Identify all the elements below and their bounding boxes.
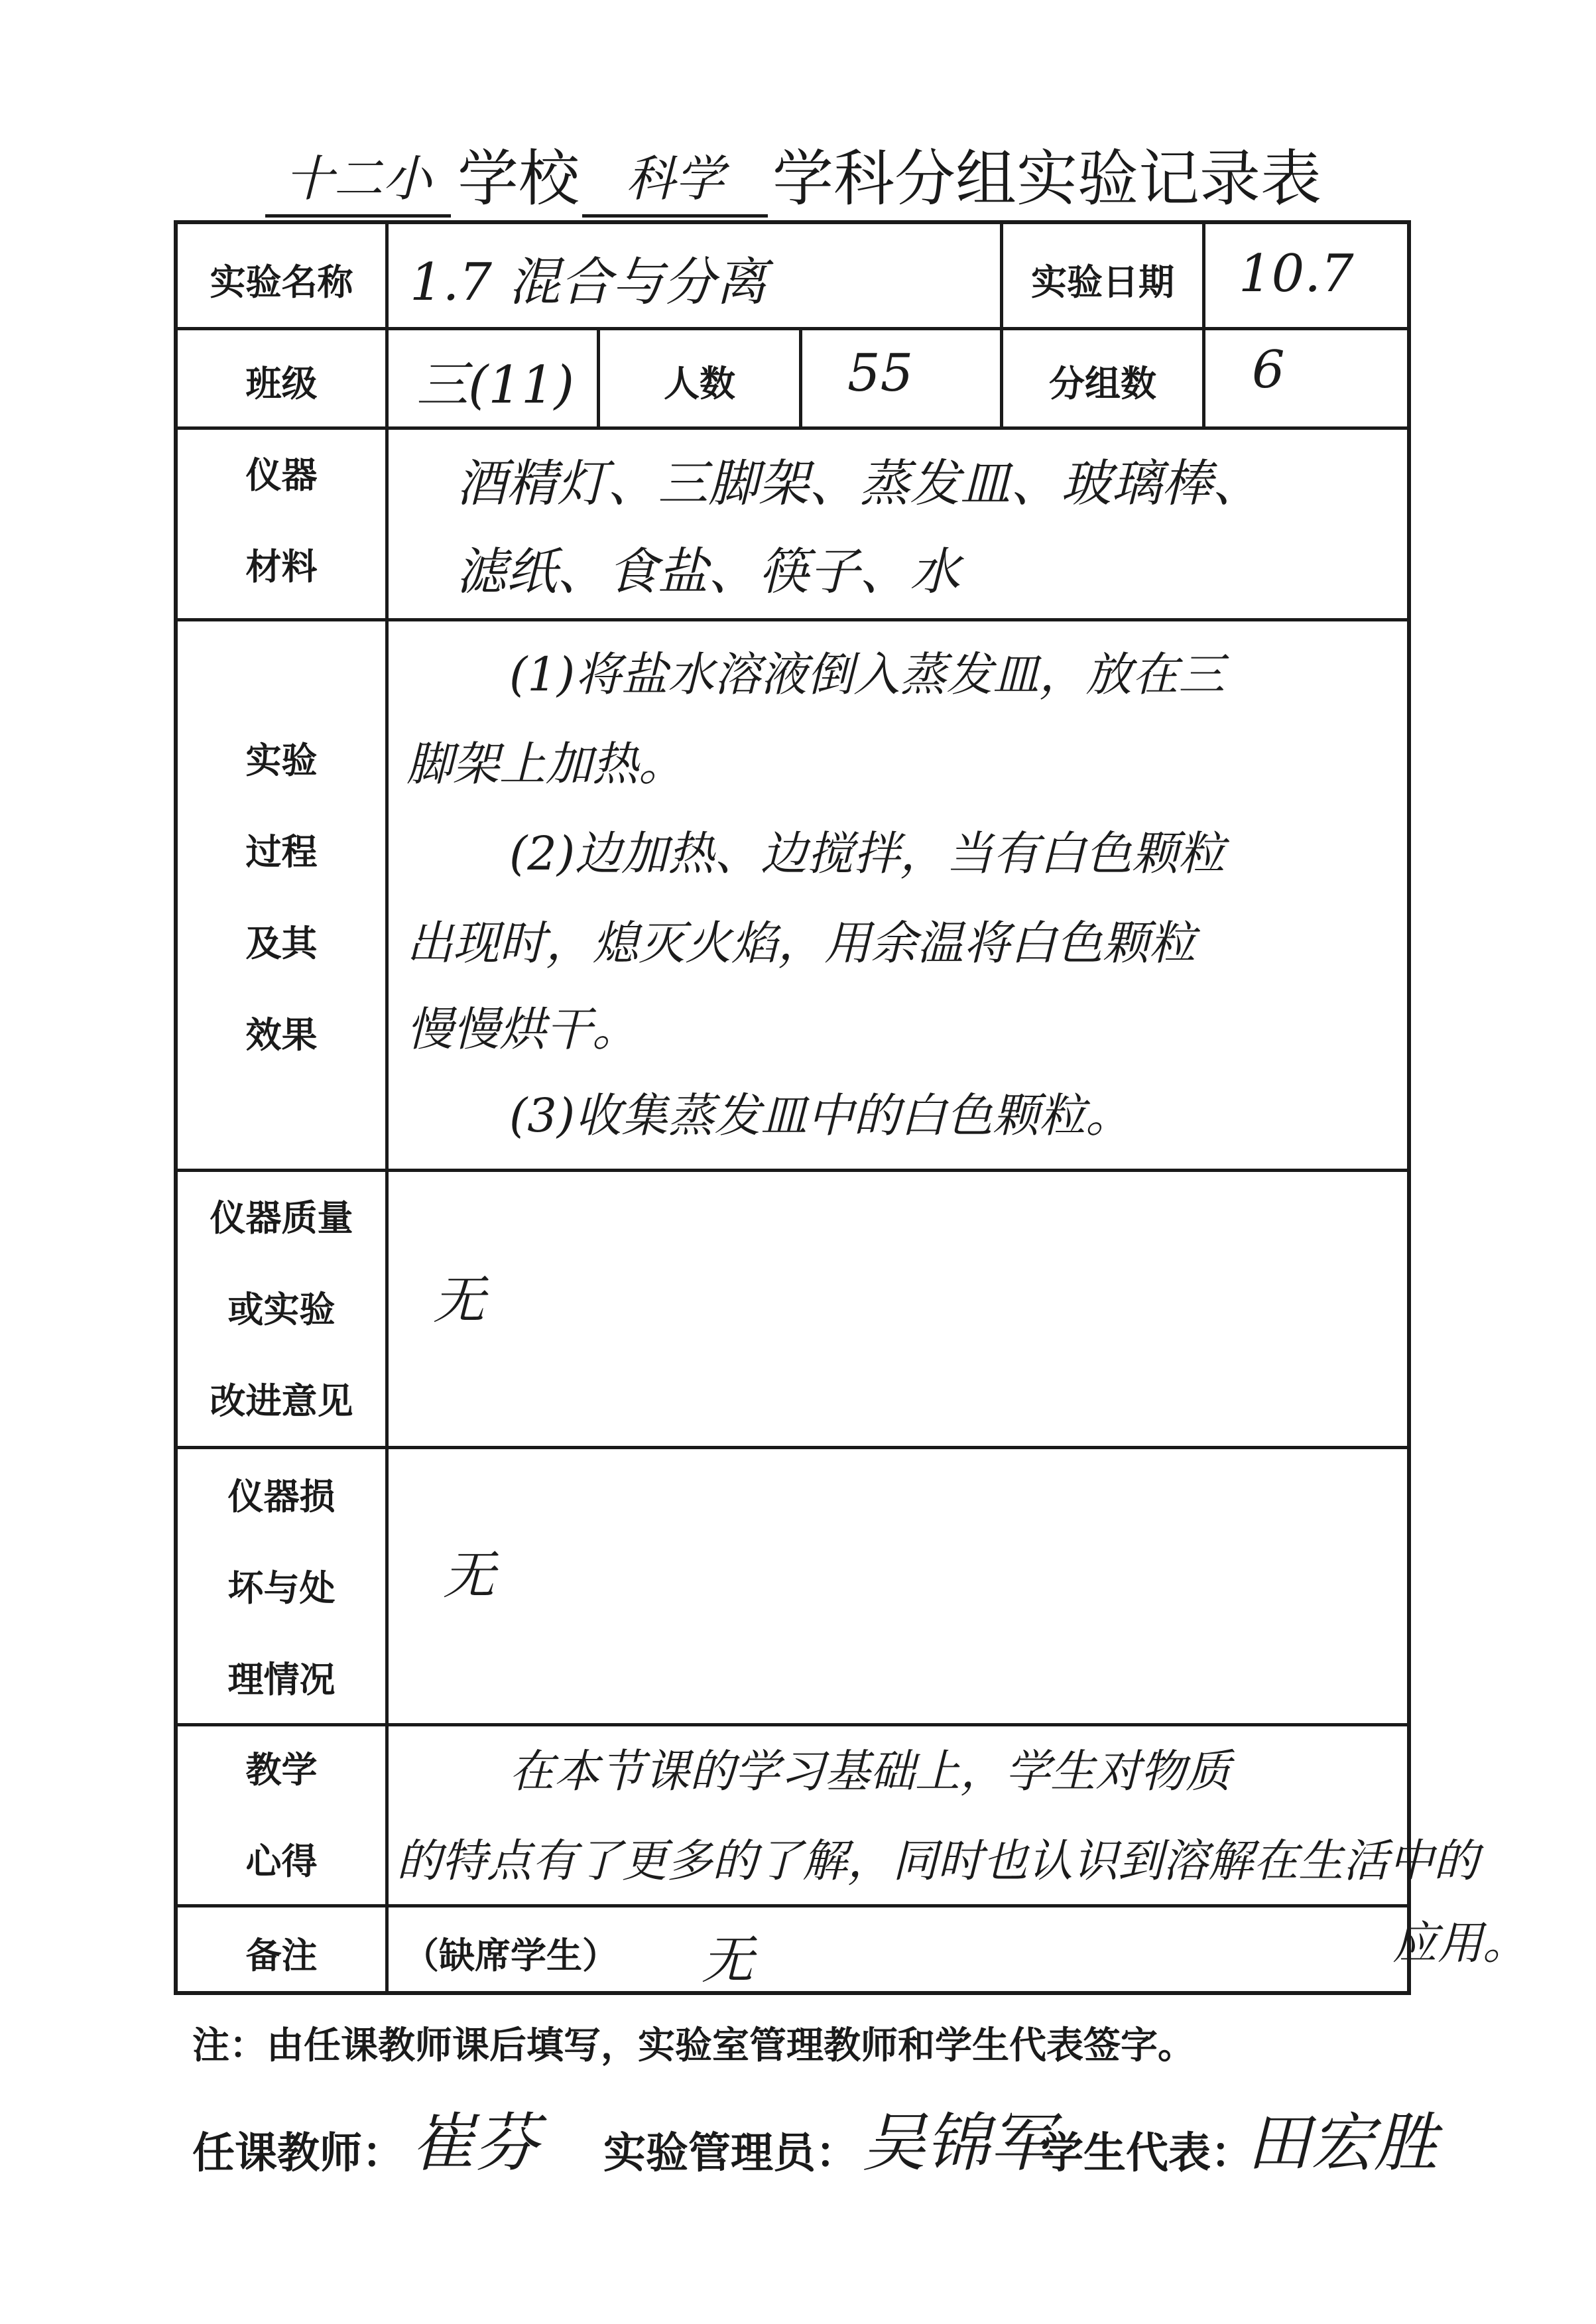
reflection-line: 在本节课的学习基础上，学生对物质 [509,1746,1231,1798]
remarks-label: 备注 [245,1935,318,1976]
process-line: (2)边加热、边搅拌，当有白色颗粒 [509,826,1225,881]
date-label: 实验日期 [1031,261,1174,303]
experiment-name-value: 1.7 混合与分离 [410,253,767,312]
absent-students-value: 无 [702,1931,754,1990]
school-name-fill: 十二小 [284,151,432,208]
date-value: 10.7 [1239,244,1354,304]
process-line: (3)收集蒸发皿中的白色颗粒。 [509,1088,1133,1143]
school-suffix: 学校 [458,143,580,214]
reflection-line-overflow: 应用。 [1392,1917,1528,1970]
lab-admin-signature: 吴锦军 [862,2106,1053,2180]
row-divider [178,1169,1407,1172]
count-label: 人数 [664,363,735,405]
subject-underline [582,214,768,218]
signature-row [192,2093,1452,2192]
class-value: 三(11) [416,355,575,415]
materials-line: 滤纸、食盐、筷子、水 [456,542,960,601]
process-line: 慢慢烘干。 [406,1002,639,1057]
groups-label: 分组数 [1049,363,1156,405]
student-rep-label: 学生代表： [1041,2129,1253,2178]
reflection-label: 教学 心得 [245,1749,318,1882]
row-divider [178,327,1407,330]
absent-students-label: （缺席学生） [403,1935,618,1976]
title-suffix: 学科分组实验记录表 [772,143,1322,214]
damage-label: 仪器损 坏与处 理情况 [227,1476,336,1701]
col-divider [799,327,802,426]
label-column-divider [385,224,389,1991]
row-divider [178,618,1407,621]
count-value: 55 [847,344,914,403]
form-title [0,143,1596,222]
quality-label: 仪器质量 或实验 改进意见 [210,1197,353,1422]
groups-value: 6 [1252,340,1285,400]
process-line: 出现时，熄灭火焰，用余温将白色颗粒 [406,916,1196,970]
subject-fill: 科学 [626,151,724,208]
col-divider [1202,224,1205,426]
quality-value: 无 [433,1271,485,1330]
lab-admin-label: 实验管理员： [603,2129,858,2178]
reflection-line: 的特点有了更多的了解，同时也认识到溶解在生活中的 [397,1835,1479,1888]
footnote: 注：由任课教师课后填写，实验室管理教师和学生代表签字。 [192,2024,1195,2067]
experiment-name-label: 实验名称 [210,261,353,303]
process-line: (1)将盐水溶液倒入蒸发皿，放在三 [509,647,1225,702]
teacher-label: 任课教师： [192,2129,404,2178]
teacher-signature: 崔芬 [411,2106,538,2180]
student-rep-signature: 田宏胜 [1247,2106,1438,2180]
materials-line: 酒精灯、三脚架、蒸发皿、玻璃棒、 [456,454,1262,513]
school-name-underline [265,214,451,218]
class-label: 班级 [245,363,318,405]
process-line: 脚架上加热。 [406,737,685,791]
materials-label: 仪器 材料 [245,454,318,588]
process-label: 实验 过程 及其 效果 [245,740,318,1056]
damage-value: 无 [443,1546,495,1606]
